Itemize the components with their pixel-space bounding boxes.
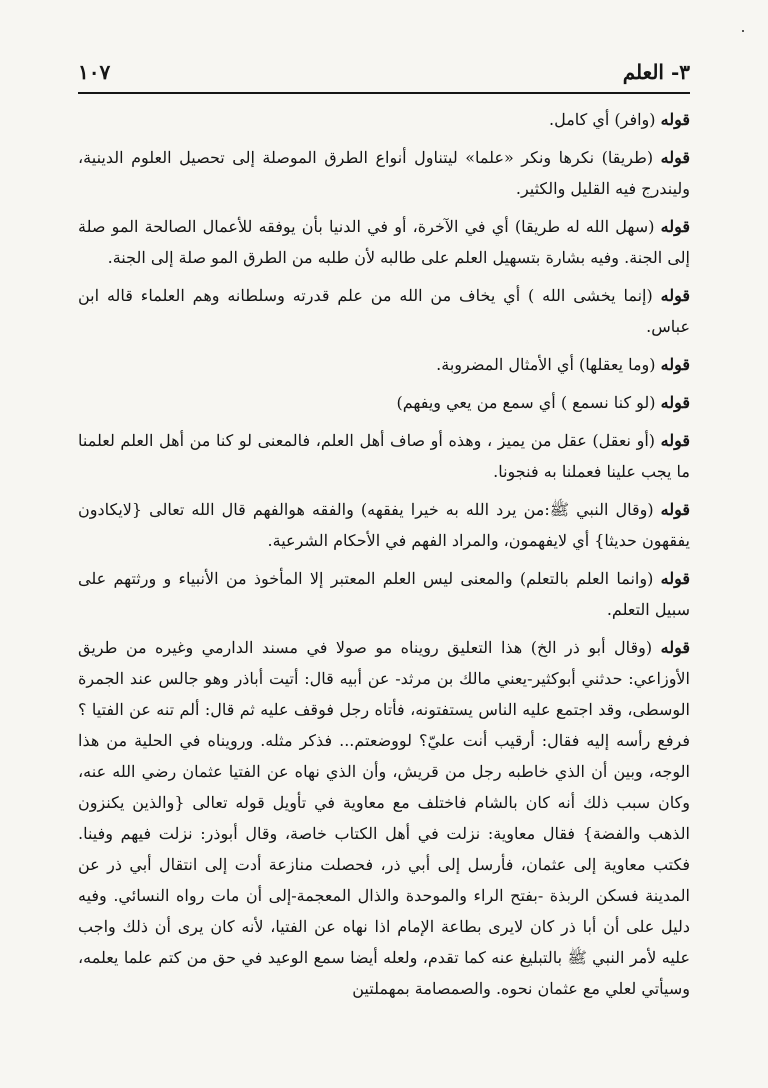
- paragraph-keyword: قوله: [660, 638, 690, 657]
- paragraph-text: (إنما يخشى الله ) أي يخاف من الله من علم قدرته وسلطانه وهم العلماء قاله ابن عباس.: [78, 286, 690, 336]
- paragraph-keyword: قوله: [660, 355, 690, 374]
- chapter-title: ٣- العلم: [622, 60, 690, 84]
- paragraph: [78, 563, 690, 625]
- paragraph: [78, 387, 690, 418]
- paragraph-text: (سهل الله له طريقا) أي في الآخرة، أو في الدنيا بأن يوفقه للأعمال الصالحة المو صلة إلى الجنة. وفيه بشارة بتسهيل العلم على طالبه لأن طلبه من الطرق المو صلة إلى الجنة.: [78, 217, 690, 267]
- paragraph-text: (لو كنا نسمع ) أي سمع من يعي ويفهم): [396, 393, 656, 412]
- paragraph: [78, 632, 690, 1004]
- paragraph-keyword: قوله: [660, 110, 690, 129]
- paragraph-keyword: قوله: [660, 431, 690, 450]
- paragraph-keyword: قوله: [660, 569, 690, 588]
- paragraph-text: (وافر) أي كامل.: [548, 110, 656, 129]
- paragraph-text: (وما يعقلها) أي الأمثال المضروبة.: [436, 355, 656, 374]
- paragraph: [78, 494, 690, 556]
- paragraph-keyword: قوله: [660, 217, 691, 236]
- paragraph-text: (وقال أبو ذر الخ) هذا التعليق رويناه مو صولا في مسند الدارمي وغيره من طريق الأوزاعي: حدثني أبوكثير-يعني مالك بن مرثد- عن أبيه قال: أتيت أباذر وهو جالس عند الجمرة الوسطى، وقد اجتمع عليه الناس يستفتونه، فأتاه رجل فوقف عليه ثم قال: ألم تنه عن الفتيا ؟ فرفع رأسه إليه فقال: أرقيب أنت عليّ؟ لووضعتم... فذكر مثله. ورويناه في الحلية من هذا الوجه، وبين أن الذي خاطبه رجل من قريش، وأن الذي نهاه عن الفتيا عثمان رضي الله عنه، وكان سبب ذلك أنه كان بالشام فاختلف مع معاوية في تأويل قوله تعالى {والذين يكنزون الذهب والفضة} فقال معاوية: نزلت في أهل الكتاب خاصة، وقال أبوذر: نزلت فيهم وفينا. فكتب معاوية إلى عثمان، فأرسل إلى أبي ذر، فحصلت منازعة أدت إلى انتقال أبي ذر عن المدينة فسكن الربذة -بفتح الراء والموحدة والذال المعجمة-إلى أن مات رواه النسائي. وفيه دليل على أن أبا ذر كان لايرى بطاعة الإمام اذا نهاه عن الفتيا، لأنه كان يرى أن ذلك واجب عليه لأمر النبي ﷺ بالتبليغ عنه كما تقدم، ولعله أيضا سمع الوعيد في حق من كتم علما يعلمه، وسيأتي لعلي مع عثمان نحوه. والصمصامة بمهملتين: [78, 638, 690, 998]
- paragraph: [78, 425, 690, 487]
- paragraph-text: (أو نعقل) عقل من يميز ، وهذه أو صاف أهل العلم، فالمعنى لو كنا من أهل العلم لعلمنا ما يجب علينا فعملنا به فنجونا.: [78, 431, 690, 481]
- paragraph: [78, 349, 690, 380]
- paragraph-keyword: قوله: [660, 500, 690, 519]
- page-header: [78, 56, 690, 94]
- paragraph: [78, 142, 690, 204]
- paragraph-keyword: قوله: [660, 393, 690, 412]
- paragraph-text: (وانما العلم بالتعلم) والمعنى ليس العلم المعتبر إلا المأخوذ من الأنبياء و ورثتهم على سبيل التعلم.: [78, 569, 690, 619]
- paragraph-text: (طريقا) نكرها ونكر «علما» ليتناول أنواع الطرق الموصلة إلى تحصيل العلوم الدينية، وليندرج فيه القليل والكثير.: [78, 148, 690, 198]
- paragraph-keyword: قوله: [660, 286, 690, 305]
- page-number: ١٠٧: [78, 60, 111, 84]
- paragraph: [78, 211, 690, 273]
- paragraph: [78, 280, 690, 342]
- paragraph: [78, 104, 690, 135]
- paragraph-keyword: قوله: [660, 148, 691, 167]
- scan-speck: [742, 30, 744, 32]
- paragraph-text: (وقال النبي ﷺ:من يرد الله به خيرا يفقهه) والفقه هوالفهم قال الله تعالى {لايكادون يفقهون حديثا} أي لايفهمون، والمراد الفهم في الأحكام الشرعية.: [78, 500, 690, 550]
- commentary-body: [78, 104, 690, 1011]
